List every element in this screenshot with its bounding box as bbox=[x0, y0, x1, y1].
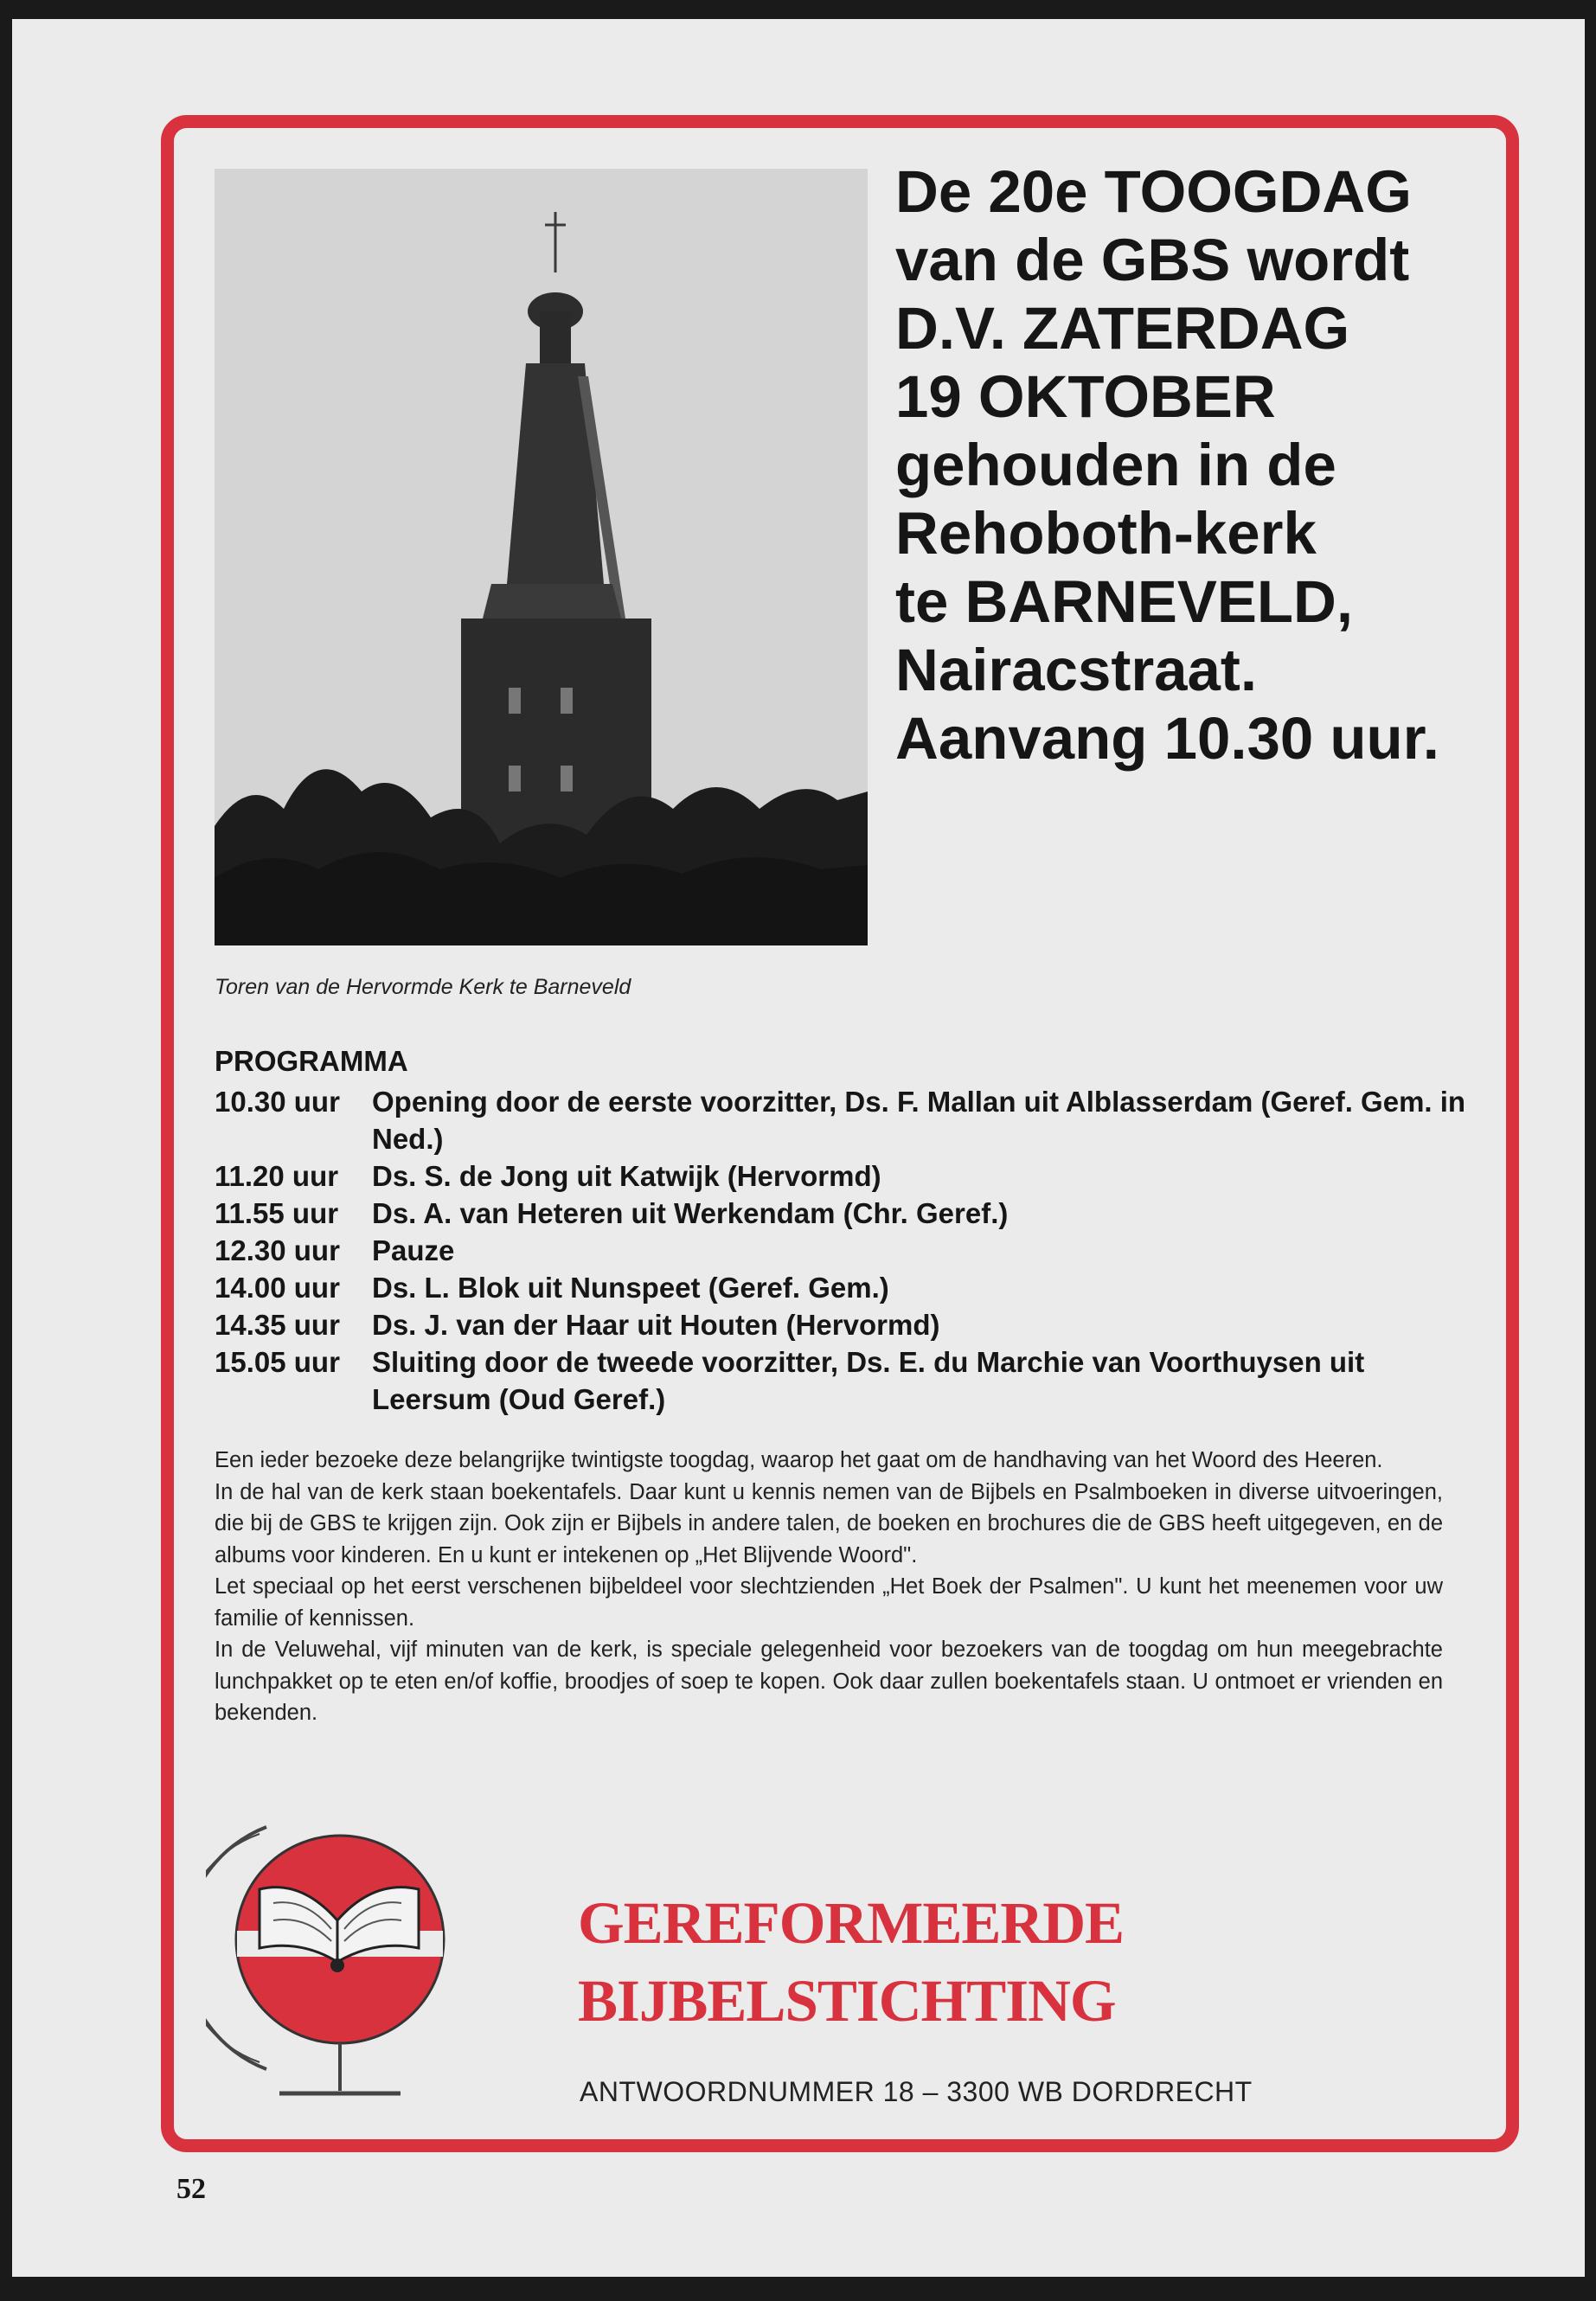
program-time: 14.35 uur bbox=[215, 1309, 340, 1341]
headline-line: te BARNEVELD, bbox=[895, 568, 1354, 635]
program-time: 14.00 uur bbox=[215, 1272, 340, 1304]
program-item bbox=[215, 1306, 1477, 1343]
program-item bbox=[215, 1343, 1477, 1418]
program-item bbox=[215, 1269, 1477, 1306]
body-paragraph: In de Veluwehal, vijf minuten van de kerk, is speciale gelegenheid voor bezoekers van de toogdag om hun meegebrachte lunchpakket op te eten en/of koffie, broodjes of soep te kopen. Ook daar zullen boekentafels staan. U ontmoet er vrienden en bekenden. bbox=[215, 1638, 1443, 1725]
program-description: Ds. J. van der Haar uit Houten (Hervormd) bbox=[372, 1309, 940, 1341]
announcement-body bbox=[215, 1445, 1443, 1729]
headline-line: Nairacstraat. bbox=[895, 637, 1258, 703]
organization-address: ANTWOORDNUMMER 18 – 3300 WB DORDRECHT bbox=[580, 2076, 1253, 2107]
organization-name bbox=[578, 1884, 1124, 2040]
organization-name-line: BIJBELSTICHTING bbox=[578, 1968, 1116, 2034]
program-time: 10.30 uur bbox=[215, 1086, 340, 1118]
headline-line: gehouden in de bbox=[895, 432, 1336, 498]
program-time: 11.20 uur bbox=[215, 1160, 339, 1192]
program-item bbox=[215, 1157, 1477, 1195]
church-tower-icon bbox=[215, 169, 868, 945]
program-time: 11.55 uur bbox=[215, 1197, 339, 1229]
program-item bbox=[215, 1195, 1477, 1232]
organization-name-line: GEREFORMEERDE bbox=[578, 1890, 1125, 1956]
body-paragraph: Let speciaal op het eerst verschenen bijbeldeel voor slechtzienden „Het Boek der Psalmen". U kunt het meenemen voor uw familie of kennissen. bbox=[215, 1574, 1443, 1631]
program-description: Ds. S. de Jong uit Katwijk (Hervormd) bbox=[372, 1160, 881, 1192]
program-time: 12.30 uur bbox=[215, 1234, 340, 1266]
headline-line: Rehoboth-kerk bbox=[895, 500, 1317, 567]
body-paragraph: Een ieder bezoeke deze belangrijke twintigste toogdag, waarop het gaat om de handhaving van het Woord des Heeren. bbox=[215, 1448, 1383, 1472]
program-item bbox=[215, 1083, 1477, 1157]
program-time: 15.05 uur bbox=[215, 1346, 340, 1378]
headline-line: van de GBS wordt bbox=[895, 227, 1410, 293]
program-description: Sluiting door de tweede voorzitter, Ds. E. du Marchie van Voorthuysen uit Leersum (Oud Geref.) bbox=[372, 1346, 1365, 1415]
photo-caption: Toren van de Hervormde Kerk te Barneveld bbox=[215, 975, 631, 999]
page-number: 52 bbox=[176, 2173, 206, 2205]
program-title: PROGRAMMA bbox=[215, 1045, 408, 1077]
program-description: Pauze bbox=[372, 1234, 455, 1266]
announcement-headline bbox=[895, 157, 1501, 772]
headline-line: De 20e TOOGDAG bbox=[895, 158, 1412, 225]
globe-bible-icon bbox=[206, 1810, 465, 2121]
program-description: Opening door de eerste voorzitter, Ds. F. Mallan uit Alblasserdam (Geref. Gem. in Ned.) bbox=[372, 1086, 1466, 1155]
headline-line: 19 OKTOBER bbox=[895, 363, 1276, 430]
program-description: Ds. L. Blok uit Nunspeet (Geref. Gem.) bbox=[372, 1272, 889, 1304]
body-paragraph: In de hal van de kerk staan boekentafels. Daar kunt u kennis nemen van de Bijbels en Psalmboeken in diverse uitvoeringen, die bij de GBS te krijgen zijn. Ook zijn er Bijbels in andere talen, de boeken en brochures die de GBS heeft uitgegeven, en de albums voor kinderen. En u kunt er intekenen op „Het Blijvende Woord". bbox=[215, 1479, 1443, 1567]
program-item bbox=[215, 1232, 1477, 1269]
program-schedule bbox=[215, 1045, 1477, 1418]
church-tower-photo bbox=[215, 169, 868, 945]
headline-line: D.V. ZATERDAG bbox=[895, 295, 1350, 362]
headline-line: Aanvang 10.30 uur. bbox=[895, 705, 1439, 772]
globe-bible-logo bbox=[206, 1810, 465, 2121]
program-description: Ds. A. van Heteren uit Werkendam (Chr. Geref.) bbox=[372, 1197, 1009, 1229]
